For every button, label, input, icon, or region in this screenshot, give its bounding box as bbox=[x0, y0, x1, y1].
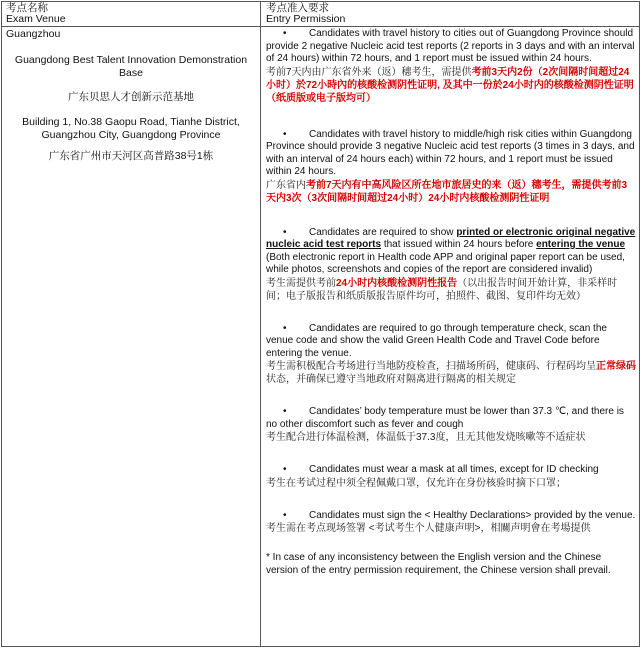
requirement-item bbox=[266, 323, 636, 387]
requirement-en bbox=[266, 227, 636, 277]
requirement-zh-text: （以出报告时间开始计算，非采样时间；电子版报告和纸质版报告原件均可，拍照件、截图、复印件均无效） bbox=[266, 277, 618, 302]
bullet-icon: • bbox=[283, 464, 287, 475]
requirement-zh: 考生在考试过程中须全程佩戴口罩，仅允许在身份核验时摘下口罩； bbox=[266, 477, 566, 489]
requirement-en-emphasis: printed or electronic original negative nucleic acid test reports bbox=[266, 226, 636, 250]
venue-city: Guangzhou bbox=[6, 28, 61, 40]
requirement-zh-emphasis: 考前3天内2份（2次间隔时间超过24小时）於72小時內的核酸检测阴性证明, 及其中一份於24小时内的核酸检测阴性证明（纸质版或电子版均可） bbox=[266, 66, 634, 104]
requirement-en-text: that issued within 24 hours before bbox=[381, 239, 537, 250]
requirement-en: Candidates with travel history to cities out of Guangdong Province should provide 2 negative Nucleic acid test reports (2 reports in 3 days and with an interval of 24 hours) within 72 hours, and 1 report must be issued within 24 hours. bbox=[266, 28, 635, 64]
venue-name-en: Guangdong Best Talent Innovation Demonstration Base bbox=[14, 54, 248, 79]
requirement-zh-emphasis: 考前7天内有中高风险区所在地市旅居史的来（返）穗考生，需提供考前3天内3次（3次间隔时间超过24小时）24小时内核酸检测阴性证明 bbox=[266, 179, 628, 204]
requirement-item bbox=[266, 406, 636, 444]
table-header bbox=[2, 2, 639, 27]
requirement-zh bbox=[266, 66, 636, 105]
requirement-en-text: Candidates are required to show bbox=[309, 226, 457, 238]
entry-table bbox=[1, 1, 640, 647]
requirement-zh-emphasis: 24小时内核酸检测阴性报告 bbox=[336, 277, 458, 289]
header-venue-zh: 考点名称 bbox=[6, 2, 48, 14]
language-note: * In case of any inconsistency between the English version and the Chinese version of the entry permission requirement, the Chinese version shall prevail. bbox=[266, 552, 611, 576]
requirement-en: Candidates’ body temperature must be lower than 37.3 ℃, and there is no other discomfort such as fever and cough bbox=[266, 406, 624, 430]
requirement-item bbox=[266, 227, 636, 303]
requirements-cell bbox=[266, 28, 636, 577]
requirement-en-text: (Both electronic report in Health code APP and original paper report can be used, while photos, screenshots and copies of the report are considered invalid) bbox=[266, 251, 625, 275]
requirement-en: Candidates are required to go through temperature check, scan the venue code and show the valid Green Health Code and Travel Code before entering the venue. bbox=[266, 322, 607, 359]
requirement-zh-text: 状态，并确保已遵守当地政府对隔离进行隔离的相关规定 bbox=[266, 374, 516, 385]
requirement-en: Candidates with travel history to middle/high risk cities within Guangdong Province should provide 3 negative Nucleic acid test reports (3 times in 3 days, and with an interval of 24 hours each) within 72 hours, and 1 report must be issued within 24 hours. bbox=[266, 128, 635, 177]
bullet-icon: • bbox=[283, 322, 287, 334]
requirement-item bbox=[266, 28, 636, 105]
bullet-icon: • bbox=[283, 406, 287, 417]
requirement-en-emphasis: entering the venue bbox=[536, 239, 626, 250]
venue-cell bbox=[6, 28, 256, 163]
bullet-icon: • bbox=[283, 28, 287, 39]
requirement-zh bbox=[266, 179, 636, 205]
header-permission-zh: 考点准入要求 bbox=[266, 2, 329, 14]
requirement-zh bbox=[266, 360, 636, 386]
header-permission-en: Entry Permission bbox=[266, 13, 346, 25]
requirement-zh: 考生配合进行体温检测，体温低于37.3度，且无其他发烧咳嗽等不适症状 bbox=[266, 432, 586, 443]
header-entry-permission bbox=[266, 3, 636, 25]
venue-address-en: Building 1, No.38 Gaopu Road, Tianhe District, Guangzhou City, Guangdong Province bbox=[22, 116, 240, 141]
requirement-item bbox=[266, 510, 636, 536]
requirement-en: Candidates must wear a mask at all times, except for ID checking bbox=[309, 464, 599, 475]
header-venue-en: Exam Venue bbox=[6, 13, 66, 25]
requirement-zh: 考生需在考点现场签署 <考试考生个人健康声明>，相關声明會在考場提供 bbox=[266, 523, 591, 534]
bullet-icon: • bbox=[283, 128, 287, 140]
requirement-zh-text: 考前7天内由广东省外来（返）穗考生，需提供 bbox=[266, 66, 472, 78]
venue-name-zh: 广东贝思人才创新示范基地 bbox=[68, 91, 194, 103]
header-exam-venue bbox=[6, 3, 256, 25]
requirement-zh-text: 考生需积极配合考场进行当地防疫检查，扫描场所码，健康码、行程码均呈 bbox=[266, 361, 596, 372]
venue-address-zh: 广东省广州市天河区高普路38号1栋 bbox=[48, 150, 214, 162]
requirement-zh-text: 广东省内 bbox=[266, 179, 306, 191]
bullet-icon: • bbox=[283, 226, 287, 238]
requirement-zh bbox=[266, 277, 636, 303]
requirement-item bbox=[266, 464, 636, 490]
requirement-zh-text: 考生需提供考前 bbox=[266, 277, 336, 289]
requirement-item bbox=[266, 129, 636, 205]
bullet-icon: • bbox=[283, 509, 287, 521]
requirement-zh-emphasis: 正常绿码 bbox=[596, 361, 636, 372]
requirement-en: Candidates must sign the < Healthy Declarations> provided by the venue. bbox=[309, 509, 636, 521]
column-divider bbox=[260, 2, 261, 646]
